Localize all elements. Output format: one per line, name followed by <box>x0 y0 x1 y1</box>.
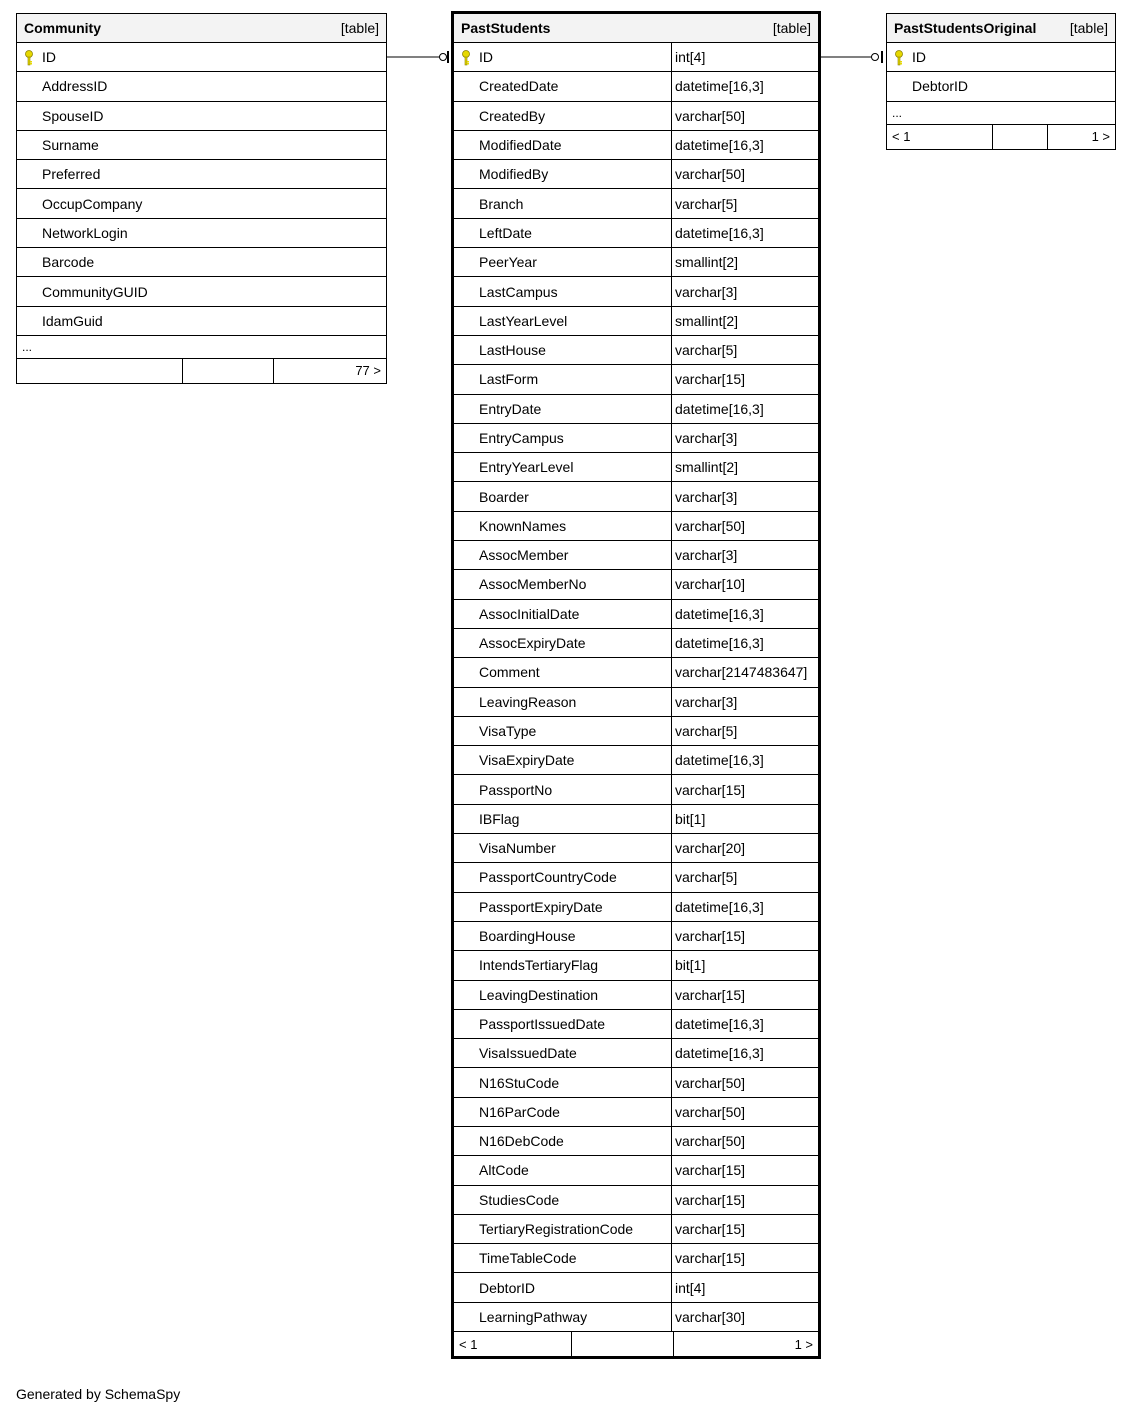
column-type: bit[1] <box>671 951 818 979</box>
column-name <box>454 688 671 716</box>
column-type: varchar[3] <box>671 277 818 305</box>
column-name <box>17 43 386 71</box>
table-header <box>17 14 386 43</box>
column-type: datetime[16,3] <box>671 629 818 657</box>
footer-children[interactable]: 77 > <box>355 363 381 379</box>
column-type: varchar[20] <box>671 834 818 862</box>
column-type: datetime[16,3] <box>671 893 818 921</box>
column-row <box>454 1244 818 1273</box>
column-name <box>454 1186 671 1214</box>
primary-key-icon <box>461 50 471 66</box>
column-row <box>454 570 818 599</box>
column-name-text: IdamGuid <box>42 312 103 329</box>
table-tag: [table] <box>1069 20 1108 36</box>
footer-parents[interactable]: < 1 <box>892 129 911 145</box>
column-name <box>454 1127 671 1155</box>
column-name <box>454 102 671 130</box>
column-name-text: LastCampus <box>479 283 558 300</box>
column-name <box>17 277 386 305</box>
column-row <box>454 336 818 365</box>
column-type: varchar[50] <box>671 1068 818 1096</box>
column-type: datetime[16,3] <box>671 131 818 159</box>
column-type: datetime[16,3] <box>671 1039 818 1067</box>
column-row <box>454 688 818 717</box>
column-row <box>454 863 818 892</box>
column-row <box>454 717 818 746</box>
column-name-text: PassportNo <box>479 781 553 798</box>
column-name <box>17 72 386 100</box>
table-footer <box>17 359 386 383</box>
column-name <box>17 307 386 335</box>
column-type: datetime[16,3] <box>671 219 818 247</box>
column-name <box>454 72 671 100</box>
column-name <box>454 775 671 803</box>
column-type: varchar[15] <box>671 981 818 1009</box>
column-name <box>454 600 671 628</box>
column-type: varchar[15] <box>671 1186 818 1214</box>
column-name-text: Surname <box>42 137 99 154</box>
column-name <box>454 189 671 217</box>
column-row <box>454 1186 818 1215</box>
column-name <box>17 131 386 159</box>
column-name-text: Preferred <box>42 166 101 183</box>
column-row <box>454 72 818 101</box>
column-name <box>454 160 671 188</box>
column-name-text: N16StuCode <box>479 1074 560 1091</box>
column-name-text: PassportExpiryDate <box>479 898 603 915</box>
column-name <box>454 453 671 481</box>
column-name-text: EntryCampus <box>479 430 564 446</box>
column-type: varchar[15] <box>671 1215 818 1243</box>
footer-parents <box>17 359 182 383</box>
column-name <box>454 1010 671 1038</box>
column-name-text: Barcode <box>42 254 95 271</box>
column-type: varchar[5] <box>671 717 818 745</box>
footer-children[interactable]: 1 > <box>1091 129 1110 145</box>
column-type: smallint[2] <box>671 307 818 335</box>
table-footer <box>887 125 1115 149</box>
column-name-text: Boarder <box>479 488 529 505</box>
table-tag: [table] <box>772 20 811 36</box>
column-name <box>454 424 671 452</box>
column-name <box>17 102 386 130</box>
column-row <box>17 160 386 189</box>
column-row <box>454 629 818 658</box>
column-row <box>17 189 386 218</box>
table-tag: [table] <box>340 20 379 36</box>
primary-key-icon <box>894 50 904 66</box>
column-name-text: CommunityGUID <box>42 283 148 300</box>
column-row <box>454 1156 818 1185</box>
column-type: varchar[15] <box>671 1244 818 1272</box>
column-name <box>454 893 671 921</box>
column-name <box>454 277 671 305</box>
column-type: varchar[3] <box>671 482 818 510</box>
paststudents-table[interactable] <box>451 11 821 1359</box>
column-row <box>454 1303 818 1332</box>
column-row <box>17 72 386 101</box>
column-row <box>887 43 1115 72</box>
column-name-text: OccupCompany <box>42 195 143 212</box>
column-name-text: ID <box>912 49 926 66</box>
column-row <box>454 922 818 951</box>
column-name <box>454 512 671 540</box>
column-type: varchar[3] <box>671 688 818 716</box>
column-name-text: TimeTableCode <box>479 1250 577 1267</box>
column-row <box>454 189 818 218</box>
column-type: varchar[50] <box>671 160 818 188</box>
column-name-text: DebtorID <box>912 78 969 95</box>
column-row <box>454 395 818 424</box>
column-name <box>454 717 671 745</box>
column-name-text: LastHouse <box>479 342 546 359</box>
column-name <box>454 805 671 833</box>
table-header <box>887 14 1115 43</box>
column-name <box>454 1273 671 1301</box>
column-name <box>454 1303 671 1331</box>
column-name <box>454 1068 671 1096</box>
column-row <box>454 1127 818 1156</box>
column-row <box>454 1068 818 1097</box>
column-name <box>454 131 671 159</box>
column-type: int[4] <box>671 43 818 71</box>
column-row <box>17 43 386 72</box>
column-name <box>887 43 1115 71</box>
footer-parents[interactable]: < 1 <box>459 1336 478 1352</box>
column-type: varchar[2147483647] <box>671 658 818 686</box>
column-type: varchar[5] <box>671 863 818 891</box>
column-type: smallint[2] <box>671 453 818 481</box>
column-name-text: LastForm <box>479 371 539 388</box>
paststudents-to-original-link <box>821 51 882 63</box>
column-name-text: PassportCountryCode <box>479 869 617 886</box>
column-name-text: AssocMemberNo <box>479 576 587 593</box>
column-type: smallint[2] <box>671 248 818 276</box>
column-name <box>17 160 386 188</box>
column-row <box>454 102 818 131</box>
column-name <box>454 570 671 598</box>
column-name-text: BoardingHouse <box>479 928 576 945</box>
column-name-text: VisaIssuedDate <box>479 1045 577 1062</box>
column-name-text: VisaType <box>479 722 537 739</box>
column-name <box>454 863 671 891</box>
column-name-text: LeavingDestination <box>479 986 599 1003</box>
column-type: bit[1] <box>671 805 818 833</box>
column-name <box>454 541 671 569</box>
column-name <box>454 395 671 423</box>
column-type: datetime[16,3] <box>671 1010 818 1038</box>
column-type: varchar[15] <box>671 922 818 950</box>
column-row <box>17 219 386 248</box>
column-row <box>454 834 818 863</box>
column-row <box>454 365 818 394</box>
column-type: datetime[16,3] <box>671 746 818 774</box>
column-name-text: SpouseID <box>42 107 104 124</box>
column-name <box>454 1215 671 1243</box>
column-row <box>454 1039 818 1068</box>
column-name-text: TertiaryRegistrationCode <box>479 1221 634 1238</box>
column-name <box>454 219 671 247</box>
column-name-text: Comment <box>479 664 540 681</box>
table-name: PastStudentsOriginal <box>894 20 1037 36</box>
column-row <box>454 1215 818 1244</box>
column-name <box>454 951 671 979</box>
column-name-text: LeavingReason <box>479 693 577 710</box>
column-name <box>454 981 671 1009</box>
column-name-text: LeftDate <box>479 224 532 241</box>
column-name-text: VisaExpiryDate <box>479 752 575 769</box>
table-footer <box>454 1332 818 1356</box>
column-row <box>454 277 818 306</box>
column-name-text: IntendsTertiaryFlag <box>479 957 599 974</box>
column-row <box>454 219 818 248</box>
column-name-text: DebtorID <box>479 1279 536 1296</box>
column-type: datetime[16,3] <box>671 72 818 100</box>
column-name <box>17 219 386 247</box>
column-row <box>454 1010 818 1039</box>
column-name <box>454 658 671 686</box>
column-name <box>454 922 671 950</box>
column-name <box>887 72 1115 100</box>
column-type: varchar[3] <box>671 541 818 569</box>
column-name <box>454 336 671 364</box>
table-name: Community <box>24 20 101 36</box>
column-name <box>454 746 671 774</box>
column-name-text: AddressID <box>42 78 108 95</box>
column-name-text: CreatedBy <box>479 107 546 124</box>
column-type: datetime[16,3] <box>671 395 818 423</box>
column-name-text: AssocExpiryDate <box>479 635 586 652</box>
column-type: datetime[16,3] <box>671 600 818 628</box>
column-name <box>454 248 671 276</box>
column-name <box>17 248 386 276</box>
column-type: varchar[30] <box>671 1303 818 1331</box>
column-name-text: AssocInitialDate <box>479 605 580 622</box>
column-name-text: LearningPathway <box>479 1308 588 1325</box>
column-name-text: N16ParCode <box>479 1103 560 1120</box>
paststudentsoriginal-table[interactable] <box>886 13 1116 150</box>
community-table[interactable] <box>16 13 387 384</box>
column-row <box>454 541 818 570</box>
column-row <box>17 131 386 160</box>
column-name <box>454 307 671 335</box>
column-row <box>454 981 818 1010</box>
column-name-text: ModifiedDate <box>479 137 562 154</box>
column-row <box>17 102 386 131</box>
column-row <box>454 951 818 980</box>
column-type: varchar[50] <box>671 1127 818 1155</box>
column-name-text: Branch <box>479 195 524 212</box>
column-name-text: CreatedDate <box>479 78 559 95</box>
column-name <box>17 189 386 217</box>
column-row <box>454 43 818 72</box>
column-row <box>454 746 818 775</box>
column-row <box>454 1098 818 1127</box>
column-name-text: EntryYearLevel <box>479 459 574 476</box>
column-name-text: ID <box>479 49 493 66</box>
column-row <box>17 307 386 336</box>
footer-middle <box>182 359 274 383</box>
generated-by-label: Generated by SchemaSpy <box>16 1386 181 1402</box>
column-type: varchar[10] <box>671 570 818 598</box>
column-row <box>454 600 818 629</box>
column-name <box>454 629 671 657</box>
table-name: PastStudents <box>461 20 551 36</box>
footer-children[interactable]: 1 > <box>794 1336 813 1352</box>
column-type: varchar[3] <box>671 424 818 452</box>
footer-middle <box>571 1332 674 1356</box>
column-name-text: PeerYear <box>479 254 537 271</box>
column-name <box>454 834 671 862</box>
column-name <box>454 1039 671 1067</box>
column-row <box>454 482 818 511</box>
column-type: varchar[50] <box>671 102 818 130</box>
column-name-text: ID <box>42 49 56 66</box>
column-type: varchar[15] <box>671 365 818 393</box>
column-name-text: PassportIssuedDate <box>479 1015 606 1032</box>
column-row <box>454 512 818 541</box>
column-type: varchar[15] <box>671 775 818 803</box>
footer-middle <box>992 125 1048 149</box>
primary-key-icon <box>24 50 34 66</box>
column-name-text: VisaNumber <box>479 840 556 857</box>
column-row <box>454 307 818 336</box>
column-row <box>454 248 818 277</box>
column-type: varchar[5] <box>671 189 818 217</box>
column-row <box>454 658 818 687</box>
column-name <box>454 482 671 510</box>
column-type: varchar[50] <box>671 1098 818 1126</box>
column-type: varchar[15] <box>671 1156 818 1184</box>
column-row <box>454 805 818 834</box>
column-name <box>454 43 671 71</box>
column-row <box>454 775 818 804</box>
column-row <box>17 248 386 277</box>
column-type: int[4] <box>671 1273 818 1301</box>
column-type: varchar[5] <box>671 336 818 364</box>
column-row <box>887 72 1115 101</box>
column-name-text: EntryDate <box>479 400 542 417</box>
column-row <box>454 160 818 189</box>
column-name-text: ModifiedBy <box>479 166 549 183</box>
column-type: varchar[50] <box>671 512 818 540</box>
column-name-text: StudiesCode <box>479 1191 560 1208</box>
community-to-paststudents-link <box>386 51 448 63</box>
column-row <box>454 893 818 922</box>
column-name-text: NetworkLogin <box>42 224 128 241</box>
column-name-text: LastYearLevel <box>479 312 568 329</box>
column-name-text: N16DebCode <box>479 1133 564 1150</box>
column-name-text: AssocMember <box>479 547 569 564</box>
column-row <box>454 453 818 482</box>
more-columns-ellipsis: ... <box>17 336 386 359</box>
column-name-text: KnownNames <box>479 517 567 534</box>
column-name <box>454 1098 671 1126</box>
column-name <box>454 365 671 393</box>
column-name-text: AltCode <box>479 1162 529 1179</box>
column-row <box>454 131 818 160</box>
table-header <box>454 14 818 43</box>
column-name-text: IBFlag <box>479 810 520 827</box>
more-columns-ellipsis: ... <box>887 102 1115 125</box>
column-name <box>454 1156 671 1184</box>
column-name <box>454 1244 671 1272</box>
column-row <box>454 424 818 453</box>
column-row <box>454 1273 818 1302</box>
column-row <box>17 277 386 306</box>
